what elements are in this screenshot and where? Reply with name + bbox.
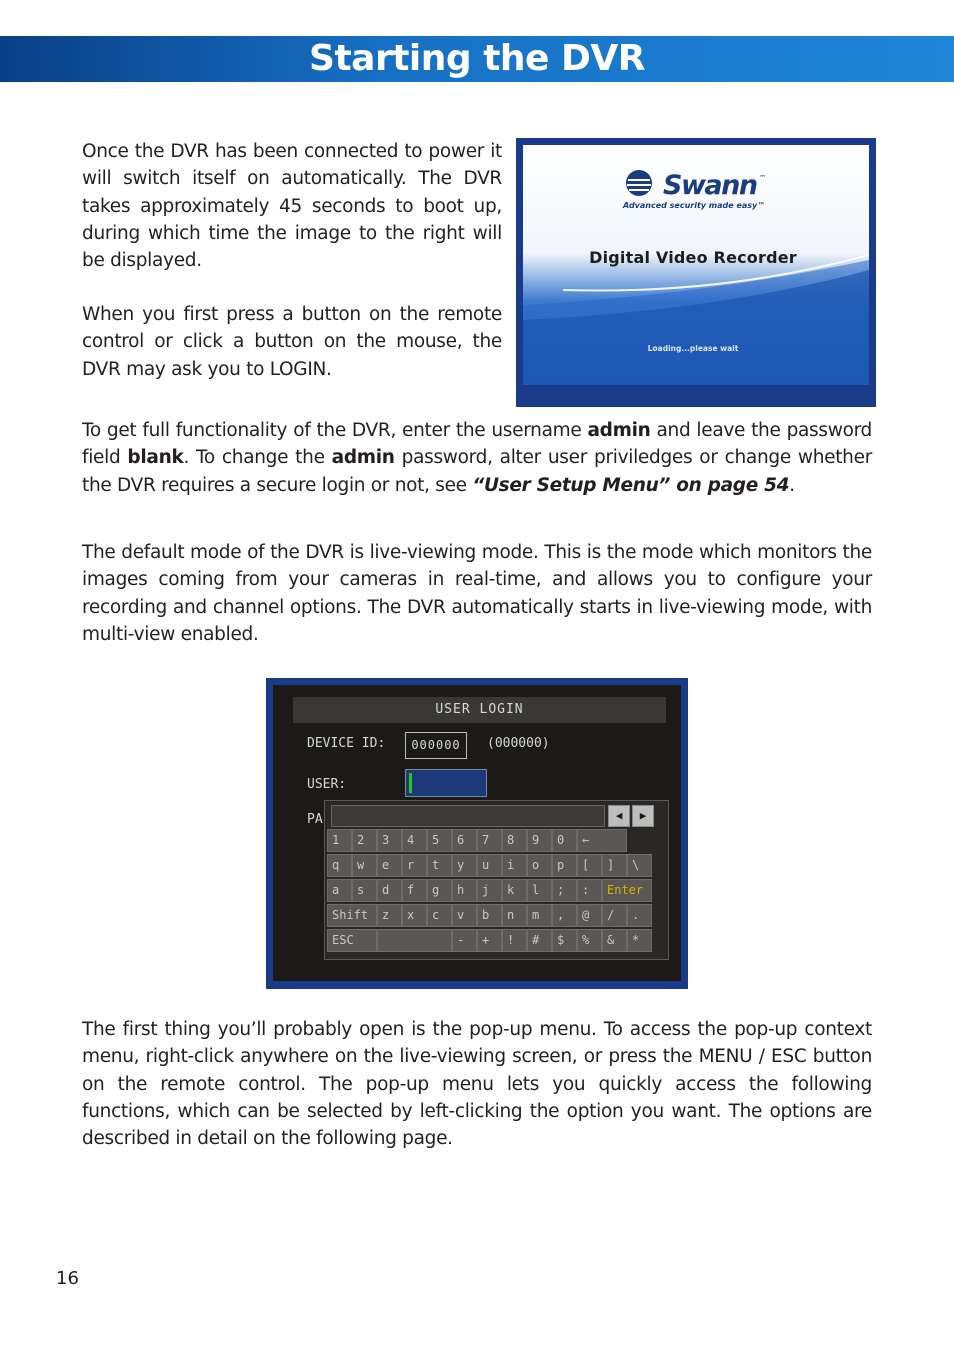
keyboard-key[interactable]: a bbox=[327, 879, 352, 902]
keyboard-key[interactable]: % bbox=[577, 929, 602, 952]
keyboard-key[interactable]: 0 bbox=[552, 829, 577, 852]
keyboard-key[interactable]: m bbox=[527, 904, 552, 927]
text-run: . bbox=[789, 474, 795, 496]
keyboard-space-key[interactable] bbox=[377, 929, 452, 952]
keyboard-key[interactable]: ; bbox=[552, 879, 577, 902]
boot-screen-image bbox=[516, 138, 876, 407]
keyboard-key[interactable]: d bbox=[377, 879, 402, 902]
keyboard-key[interactable]: j bbox=[477, 879, 502, 902]
device-id-hint: (000000) bbox=[487, 736, 550, 751]
keyboard-key[interactable]: c bbox=[427, 904, 452, 927]
keyboard-key[interactable]: $ bbox=[552, 929, 577, 952]
keyboard-key[interactable]: + bbox=[477, 929, 502, 952]
text-run: password, alter user priviledges or change whether the DVR requires a secure login or not, see bbox=[82, 447, 872, 496]
admin-bold: admin bbox=[331, 447, 395, 469]
keyboard-key[interactable]: g bbox=[427, 879, 452, 902]
keyboard-key[interactable]: e bbox=[377, 854, 402, 877]
page-title: Starting the DVR bbox=[309, 38, 645, 79]
keyboard-key[interactable]: [ bbox=[577, 854, 602, 877]
keyboard-key[interactable]: Enter bbox=[602, 879, 652, 902]
keyboard-key[interactable]: : bbox=[577, 879, 602, 902]
username-bold: admin bbox=[587, 420, 651, 441]
keyboard-key[interactable]: u bbox=[477, 854, 502, 877]
text-run: To get full functionality of the DVR, enter the username bbox=[82, 420, 588, 441]
user-label: USER: bbox=[307, 777, 347, 792]
arrow-left-icon[interactable]: ◀ bbox=[608, 805, 630, 827]
device-id-label: DEVICE ID: bbox=[307, 736, 386, 751]
swann-tagline: Advanced security made easy™ bbox=[623, 201, 766, 210]
keyboard-input-field[interactable] bbox=[331, 805, 605, 827]
keyboard-key[interactable]: Shift bbox=[327, 904, 377, 927]
keyboard-key[interactable]: & bbox=[602, 929, 627, 952]
boot-screen-title: Digital Video Recorder bbox=[589, 248, 797, 267]
keyboard-key[interactable]: 6 bbox=[452, 829, 477, 852]
user-setup-reference-link[interactable]: “User Setup Menu” on page 54 bbox=[472, 474, 790, 496]
keyboard-key[interactable]: - bbox=[452, 929, 477, 952]
keyboard-key[interactable]: 5 bbox=[427, 829, 452, 852]
keyboard-key[interactable]: i bbox=[502, 854, 527, 877]
user-field[interactable] bbox=[405, 769, 487, 797]
loading-status: Loading...please wait bbox=[647, 344, 739, 353]
swann-logo-icon bbox=[626, 170, 652, 196]
keyboard-key[interactable]: n bbox=[502, 904, 527, 927]
keyboard-key[interactable]: / bbox=[602, 904, 627, 927]
keyboard-key[interactable]: \ bbox=[627, 854, 652, 877]
keyboard-key[interactable]: 9 bbox=[527, 829, 552, 852]
swann-logo-text: Swann bbox=[663, 170, 757, 201]
keyboard-key[interactable]: ← bbox=[577, 829, 627, 852]
keyboard-key[interactable]: 4 bbox=[402, 829, 427, 852]
keyboard-key[interactable]: 2 bbox=[352, 829, 377, 852]
keyboard-key[interactable]: q bbox=[327, 854, 352, 877]
keyboard-key[interactable]: . bbox=[627, 904, 652, 927]
user-login-image bbox=[266, 678, 688, 989]
login-intro-paragraph: When you first press a button on the remote control or click a button on the mouse, the DVR may ask you to LOGIN. bbox=[82, 304, 502, 380]
title-bar bbox=[0, 36, 954, 82]
user-login-display bbox=[273, 685, 681, 981]
keyboard-key[interactable]: x bbox=[402, 904, 427, 927]
popup-menu-paragraph: The first thing you’ll probably open is the pop-up menu. To access the pop-up context menu, right-click anywhere on the live-viewing screen, or press the MENU / ESC button on the remote control. The pop-up menu lets you quickly access the following functions, which can be selected by left-clicking the option you want. The options are described in detail on the following page. bbox=[82, 1019, 872, 1150]
device-id-field[interactable]: 000000 bbox=[405, 732, 467, 759]
text-cursor bbox=[409, 773, 412, 793]
intro-paragraph: Once the DVR has been connected to power it will switch itself on automatically. The DVR takes approximately 45 seconds to boot up, during which time the image to the right will be displayed. bbox=[82, 141, 502, 272]
keyboard-key[interactable]: y bbox=[452, 854, 477, 877]
keyboard-key[interactable]: s bbox=[352, 879, 377, 902]
password-blank-bold: blank bbox=[127, 447, 184, 469]
boot-screen-display bbox=[523, 145, 869, 385]
keyboard-key[interactable]: h bbox=[452, 879, 477, 902]
keyboard-key[interactable]: l bbox=[527, 879, 552, 902]
text-run: and leave the password field bbox=[82, 420, 873, 469]
trademark-mark: ™ bbox=[759, 174, 766, 182]
keyboard-key[interactable]: t bbox=[427, 854, 452, 877]
keyboard-key[interactable]: * bbox=[627, 929, 652, 952]
keyboard-key[interactable]: 8 bbox=[502, 829, 527, 852]
keyboard-key[interactable]: ] bbox=[602, 854, 627, 877]
keyboard-key[interactable]: o bbox=[527, 854, 552, 877]
keyboard-key[interactable]: k bbox=[502, 879, 527, 902]
keyboard-key[interactable]: p bbox=[552, 854, 577, 877]
keyboard-key[interactable]: , bbox=[552, 904, 577, 927]
keyboard-key[interactable]: # bbox=[527, 929, 552, 952]
keyboard-key[interactable]: r bbox=[402, 854, 427, 877]
keyboard-key[interactable]: b bbox=[477, 904, 502, 927]
keyboard-key[interactable]: 3 bbox=[377, 829, 402, 852]
on-screen-keyboard bbox=[324, 800, 669, 960]
keyboard-key[interactable]: f bbox=[402, 879, 427, 902]
keyboard-key[interactable]: ESC bbox=[327, 929, 377, 952]
keyboard-key[interactable]: 7 bbox=[477, 829, 502, 852]
keyboard-key[interactable]: ! bbox=[502, 929, 527, 952]
credentials-paragraph bbox=[82, 417, 872, 499]
keyboard-key[interactable]: z bbox=[377, 904, 402, 927]
keyboard-key[interactable]: 1 bbox=[327, 829, 352, 852]
keyboard-key[interactable]: w bbox=[352, 854, 377, 877]
page-number: 16 bbox=[56, 1268, 79, 1289]
live-viewing-paragraph: The default mode of the DVR is live-viewing mode. This is the mode which monitors the images coming from your cameras in real-time, and allows you to configure your recording and channel options. The DVR automatically starts in live-viewing mode, with multi-view enabled. bbox=[82, 542, 872, 645]
keyboard-key[interactable]: @ bbox=[577, 904, 602, 927]
arrow-right-icon[interactable]: ▶ bbox=[632, 805, 654, 827]
password-label: PA bbox=[307, 812, 323, 827]
keyboard-key[interactable]: v bbox=[452, 904, 477, 927]
login-header: USER LOGIN bbox=[293, 697, 666, 723]
text-run: . To change the bbox=[183, 447, 332, 469]
